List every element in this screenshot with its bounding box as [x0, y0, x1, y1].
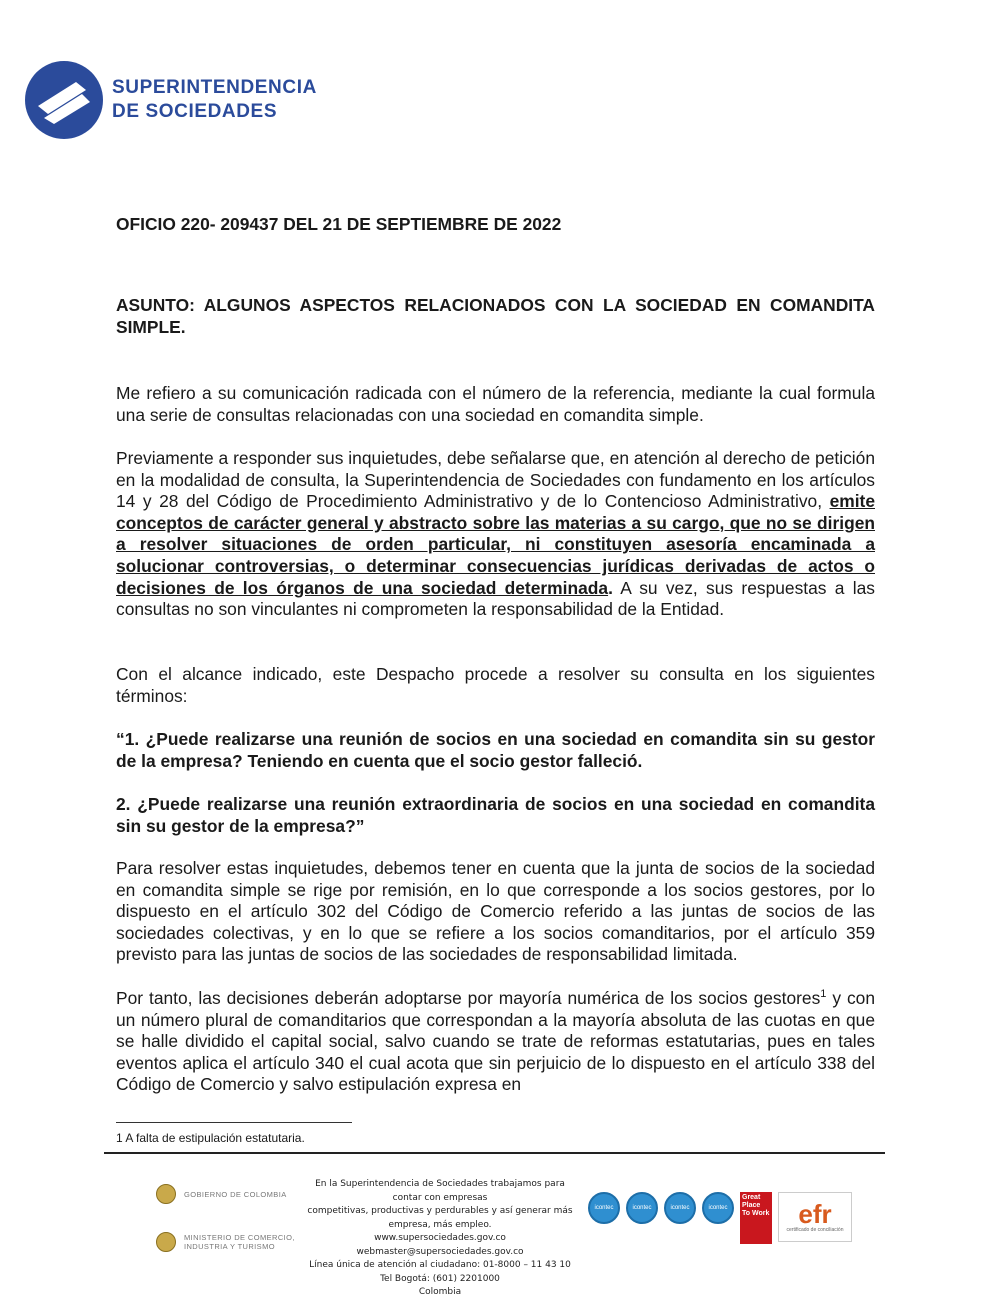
- footer-divider: [104, 1152, 885, 1154]
- paragraph-1: [116, 383, 875, 426]
- website-link[interactable]: www.supersociedades.gov.co: [374, 1233, 506, 1243]
- paragraph-4: [116, 858, 875, 966]
- gov-label-2: [184, 1233, 295, 1251]
- document-title: OFICIO 220- 209437 DEL 21 DE SEPTIEMBRE DE 2022: [116, 214, 562, 234]
- footnote: 1 A falta de estipulación estatutaria.: [116, 1131, 305, 1145]
- gov-label-1: GOBIERNO DE COLOMBIA: [184, 1189, 287, 1199]
- country: Colombia: [418, 1287, 462, 1297]
- question-1-text: “1. ¿Puede realizarse una reunión de socios en una sociedad en comandita sin su gestor de la empresa? Teniendo en cuenta que el socio gestor falleció.: [116, 729, 875, 771]
- footnote-ref: 1: [820, 988, 827, 1001]
- paragraph-2: [116, 448, 875, 621]
- efr-caption: certificado de conciliación: [786, 1227, 844, 1233]
- superintendencia-logo: [24, 60, 354, 144]
- coat-of-arms-icon: [156, 1184, 176, 1204]
- paragraph-2-text: [116, 448, 875, 621]
- paragraph-3: [116, 664, 875, 707]
- icontec-icon: icontec: [626, 1192, 658, 1224]
- contact-line-1: En la Superintendencia de Sociedades trabajamos para contar con empresas: [315, 1179, 565, 1203]
- logo-line-2: DE SOCIEDADES: [112, 101, 278, 122]
- paragraph-5-text: [116, 988, 875, 1096]
- question-2-text: 2. ¿Puede realizarse una reunión extraordinaria de socios en una sociedad en comandita sin su gestor de la empresa?”: [116, 794, 875, 836]
- gov-label-2a: MINISTERIO DE COMERCIO,: [184, 1233, 295, 1242]
- paragraph-5-start: Por tanto, las decisiones deberán adoptarse por mayoría numérica de los socios gestores: [116, 988, 821, 1008]
- icontec-badge: [626, 1192, 658, 1224]
- icontec-badge: [664, 1192, 696, 1224]
- email-link[interactable]: webmaster@supersociedades.gov.co: [356, 1246, 524, 1257]
- paragraph-2-emphasis: emite conceptos de carácter general y abstracto sobre las materias a su cargo, que no se dirigen a resolver situaciones de orden particular, ni constituyen asesoría encaminada a solucionar controversias, o determinar consecuencias jurídicas derivadas de actos o decisiones de los órganos de una sociedad determinada: [116, 491, 875, 598]
- question-1: [116, 729, 875, 772]
- paragraph-2-intro: Previamente a responder sus inquietudes, debe señalarse que, en atención al derecho de petición en la modalidad de consulta, la Superintendencia de Sociedades con fundamento en los artículos 14 y 28 del Código de Procedimiento Administrativo y de lo Contencioso Administrativo,: [116, 448, 875, 512]
- icontec-icon: icontec: [702, 1192, 734, 1224]
- paragraph-5: [116, 988, 875, 1096]
- great-place-to-work-badge: Great Place To Work: [740, 1192, 772, 1244]
- certification-badges: [588, 1192, 852, 1244]
- icontec-badge: [702, 1192, 734, 1224]
- logo-line-1: SUPERINTENDENCIA: [112, 77, 317, 98]
- paragraph-4-text: Para resolver estas inquietudes, debemos tener en cuenta que la junta de socios de la sociedad en comandita simple se rige por remisión, en lo que corresponde a los socios gestores, por lo dispuesto en el artículo 302 del Código de Comercio referido a las juntas de socios de las sociedades colectivas, y en lo que se refiere a los socios comanditarios, por el artículo 359 previsto para las juntas de socios de las sociedades de responsabilidad limitada.: [116, 858, 875, 965]
- paragraph-3-text: Con el alcance indicado, este Despacho procede a resolver su consulta en los siguientes términos:: [116, 664, 875, 706]
- logo-emblem-icon: [24, 60, 104, 140]
- page-footer: [0, 1170, 1000, 1297]
- asunto: [116, 295, 875, 338]
- efr-badge: [778, 1192, 852, 1242]
- coat-of-arms-icon: [156, 1232, 176, 1252]
- logo-text: [112, 76, 317, 124]
- phone-line: Línea única de atención al ciudadano: 01-8000 – 11 43 10: [309, 1260, 571, 1270]
- paragraph-1-text: Me refiero a su comunicación radicada con el número de la referencia, mediante la cual formula una serie de consultas relacionadas con una sociedad en comandita simple.: [116, 383, 875, 425]
- asunto-text: ASUNTO: ALGUNOS ASPECTOS RELACIONADOS CON LA SOCIEDAD EN COMANDITA SIMPLE.: [116, 295, 875, 337]
- footnote-divider: [116, 1122, 352, 1123]
- paragraph-2-period: .: [608, 577, 613, 598]
- icontec-icon: icontec: [588, 1192, 620, 1224]
- paragraph-5-end: y con un número plural de comanditarios que correspondan a la mayoría absoluta de las cuotas en que se halle dividido el capital social, salvo cuando se trate de reformas estatutarias, pues en tales eventos aplica el artículo 340 el cual acota que sin perjuicio de lo dispuesto en el artículo 338 del Código de Comercio y salvo estipulación expresa en: [116, 988, 875, 1095]
- gobierno-logo: [156, 1184, 287, 1204]
- ministerio-logo: [156, 1232, 295, 1252]
- contact-info: [300, 1178, 580, 1300]
- efr-logo: efr: [798, 1199, 832, 1229]
- paragraph-2-end: A su vez, sus respuestas a las consultas no son vinculantes ni comprometen la responsabilidad de la Entidad.: [116, 577, 876, 620]
- contact-line-2: competitivas, productivas y perdurables y así generar más empresa, más empleo.: [307, 1206, 573, 1230]
- gov-label-2b: INDUSTRIA Y TURISMO: [184, 1242, 275, 1251]
- icontec-badge: [588, 1192, 620, 1224]
- question-2: [116, 794, 875, 837]
- icontec-icon: icontec: [664, 1192, 696, 1224]
- bogota-phone: Tel Bogotá: (601) 2201000: [380, 1273, 500, 1284]
